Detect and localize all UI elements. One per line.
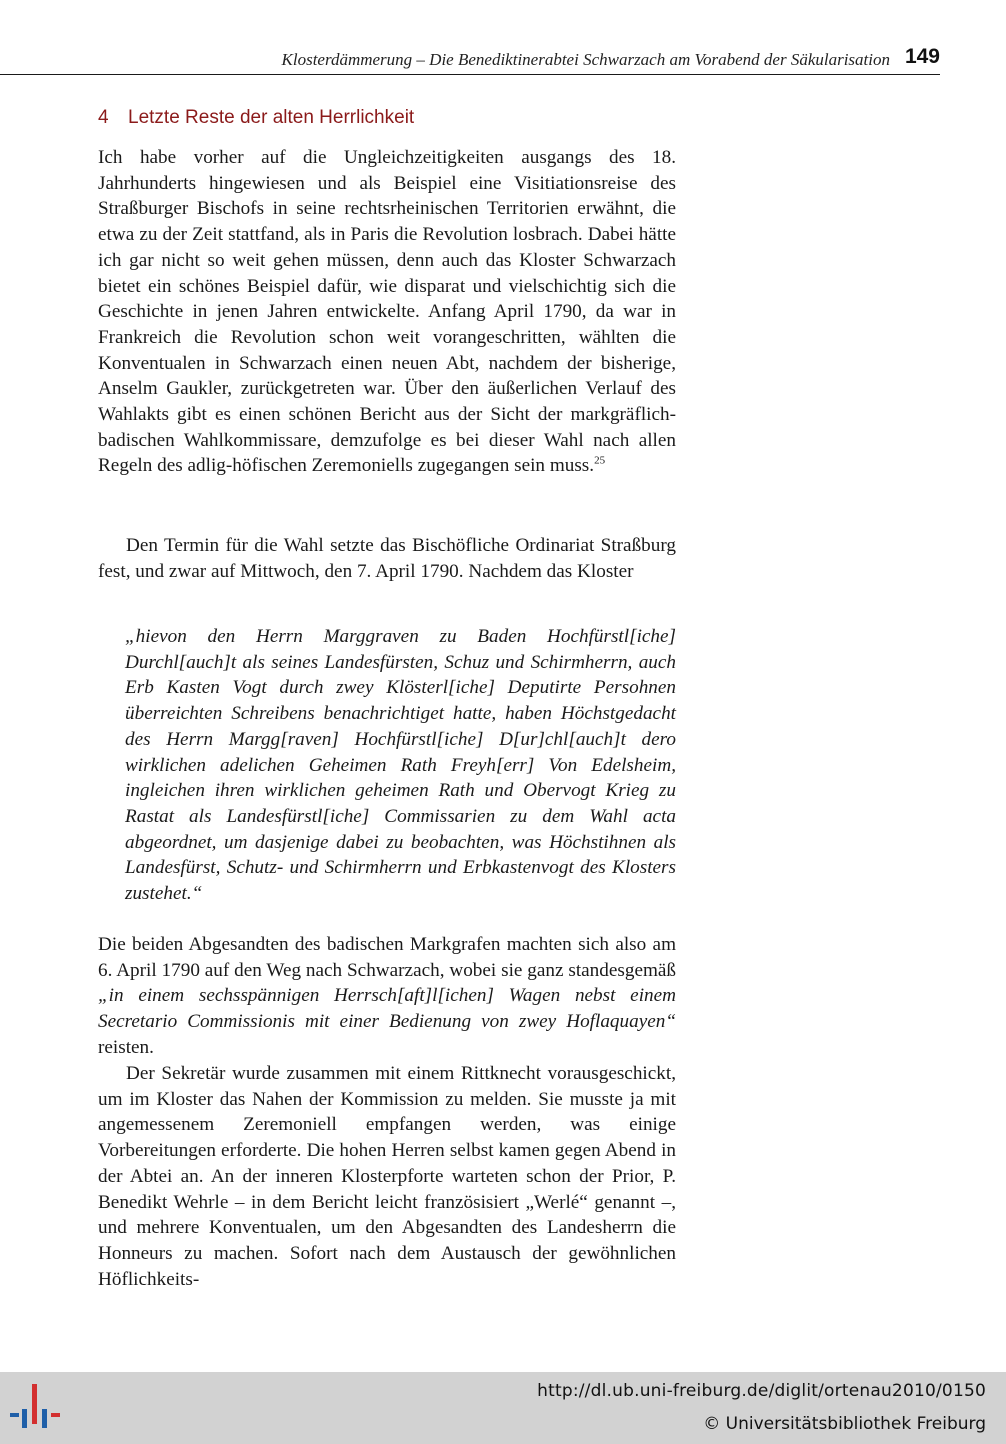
running-title: Klosterdämmerung – Die Benediktinerabtei Schwarzach am Vorabend der Säkularisation <box>281 50 890 69</box>
logo-blue-bar-3 <box>42 1409 47 1428</box>
paragraph-4: Der Sekretär wurde zusammen mit einem Rittknecht vorausgeschickt, um im Kloster das Nahen der Kommission zu melden. Sie musste ja mit angemessenem Zeremoniell empfangen werden, was einige Vorbereitungen erforderte. Die hohen Herren selbst kamen gegen Abend in der Abtei an. An der inneren Klosterpforte warteten schon der Prior, P. Benedikt Wehrle – in dem Bericht leicht französisiert „Werlé“ genannt –, und mehrere Konventualen, um den Abgesandten des Landesherrn die Honneurs zu machen. Sofort nach dem Austausch der gewöhnlichen Höflichkeits- <box>98 1063 676 1290</box>
paragraph-3-end: reisten. <box>98 1036 154 1058</box>
paragraph-3-start: Die beiden Abgesandten des badischen Markgrafen machten sich also am 6. April 1790 auf den Weg nach Schwarzach, wobei sie ganz standesgemäß <box>98 934 676 981</box>
section-number: 4 <box>98 107 109 128</box>
paragraph-1-text: Ich habe vorher auf die Ungleichzeitigkeiten ausgangs des 18. Jahrhunderts hingewiesen und als Beispiel eine Visitiationsreise des Straßburger Bischofs in seine rechtsrheinischen Territorien erwähnt, die etwa zu der Zeit stattfand, als in Paris die Revolution losbrach. Dabei hätte ich gar nicht so weit gehen müssen, denn auch das Kloster Schwarzach bietet ein schönes Beispiel dafür, wie disparat und vielschichtig sich die Geschichte in jenen Jahren entwickelte. Anfang April 1790, da war in Frankreich die Revolution schon weit vorangeschritten, wählten die Konventualen in Schwarzach einen neuen Abt, nachdem der bisherige, Anselm Gaukler, zurückgetreten war. Über den äußerlichen Verlauf des Wahlakts gibt es einen schönen Bericht aus der Sicht der markgräflich-badischen Wahlkommissare, demzufolge es bei dieser Wahl nach allen Regeln des adlig-höfischen Zeremoniells zugegangen sein muss. <box>98 147 676 477</box>
paragraph-3 <box>98 932 676 1061</box>
page-number: 149 <box>904 45 940 68</box>
section-title: Letzte Reste der alten Herrlichkeit <box>128 107 415 128</box>
logo-red-bar-2 <box>51 1413 60 1417</box>
paragraph-1 <box>98 145 676 479</box>
footnote-ref: 25 <box>594 455 606 468</box>
block-quote: „hievon den Herrn Marggraven zu Baden Hochfürstl[iche] Durchl[auch]t als seines Landesfürsten, Schuz und Schirmherrn, auch Erb Kasten Vogt durch zwey Klösterl[iche] Deputirte Persohnen überreichten Schreibens benachrichtiget hatte, haben Höchstgedacht des Herrn Margg[raven] Hochfürstl[iche] D[ur]chl[auch]t dero wirklichen adelichen Geheimen Rath Freyh[err] Von Edelsheim, ingleichen ihren wirklichen geheimen Rath und Obervogt Krieg zu Rastat als Landesfürstl[iche] Commissarien zu dem Wahl acta abgeordnet, um dasjenige dabei zu beobachten, was Höchstihnen als Landesfürst, Schutz- und Schirmherrn und Erbkastenvogt des Klosters zustehet.“ <box>125 626 676 905</box>
running-header <box>0 44 940 75</box>
paragraph-2: Den Termin für die Wahl setzte das Bischöfliche Ordinariat Straßburg fest, und zwar auf Mittwoch, den 7. April 1790. Nachdem das Kloster <box>98 535 676 582</box>
footer-bar <box>0 1372 1006 1444</box>
footer-url-link[interactable]: http://dl.ub.uni-freiburg.de/diglit/ortenau2010/0150 <box>537 1381 986 1401</box>
logo-blue-bar-2 <box>22 1409 27 1428</box>
footer-copyright: © Universitätsbibliothek Freiburg <box>703 1414 986 1434</box>
logo-red-bar-1 <box>32 1384 37 1424</box>
section-heading <box>98 107 414 129</box>
inline-quote: „in einem sechsspännigen Herrsch[aft]l[ichen] Wagen nebst einem Secretario Commissionis mit einer Bedienung von zwey Hoflaquayen“ <box>98 985 676 1033</box>
ub-freiburg-logo-icon <box>10 1383 62 1435</box>
logo-blue-bar-1 <box>10 1413 19 1417</box>
